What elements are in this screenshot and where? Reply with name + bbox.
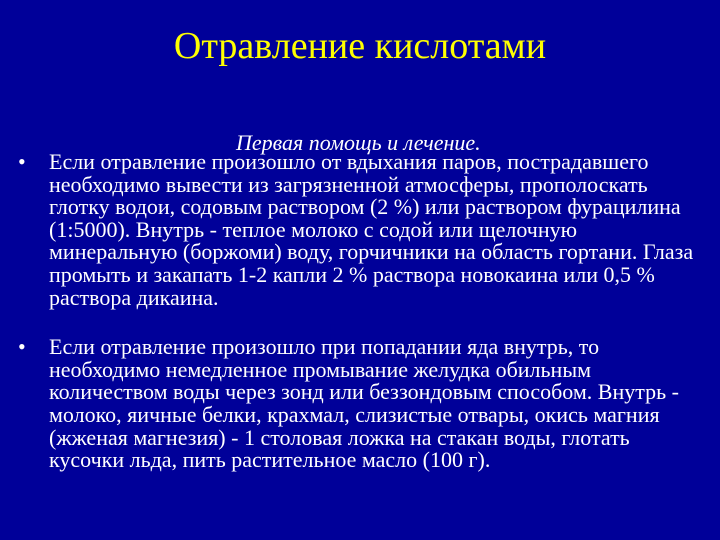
bullet-text-inhalation: Если отравление произошло от вдыхания паров, пострадавшего необходимо вывести из загрязненной атмосферы, прополоскать глотку водои, содовым раствором (2 %) или раствором фурацилина (1:5000). Внутрь - теплое молоко с содой или щелочную минеральную (боржоми) воду, горчичники на область гортани. Глаза промыть и закапать 1-2 капли 2 % раствора новокаина или 0,5 % раствора дикаина.: [49, 149, 694, 310]
bullet-dot-icon: •: [18, 149, 26, 174]
slide-title: Отравление кислотами: [173, 25, 547, 67]
bullet-list: [0, 151, 720, 472]
bullet-text-ingestion: Если отравление произошло при попадании яда внутрь, то необходимо немедленное промывание желудка обильным количеством воды через зонд или беззондовым способом. Внутрь - молоко, яичные белки, крахмал, слизистые отвары, окись магния (жженая магнезия) - 1 столовая ложка на стакан воды, глотать кусочки льда, пить растительное масло (100 г).: [49, 334, 679, 473]
bullet-dot-icon: •: [18, 334, 26, 360]
bullet-item-ingestion: [0, 336, 699, 472]
bullet-item-inhalation: [0, 151, 699, 309]
slide-subtitle: Первая помощь и лечение.: [236, 130, 481, 155]
